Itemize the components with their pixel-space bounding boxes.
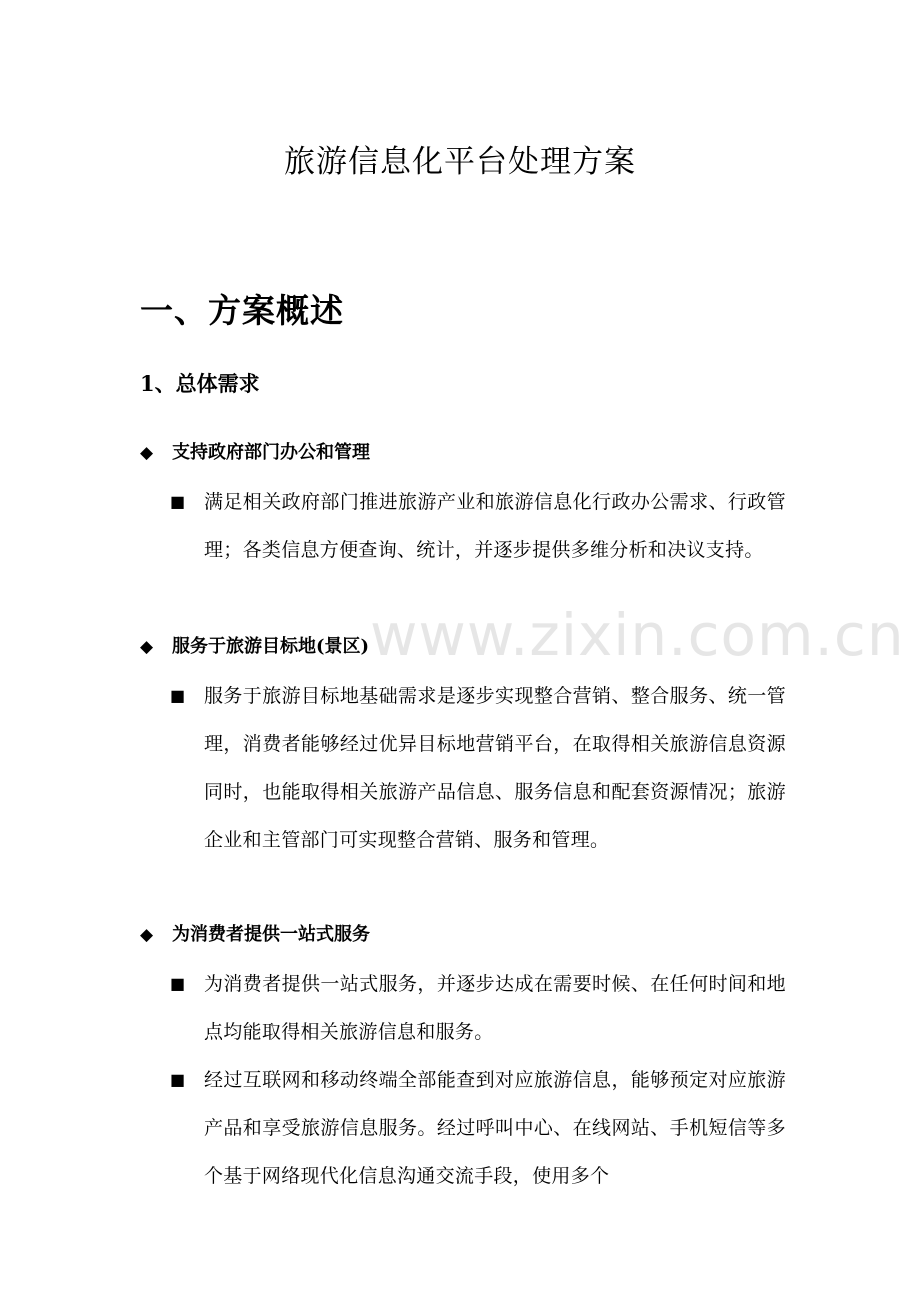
list-item bbox=[170, 478, 786, 574]
watermark: www.zixin.com.cn bbox=[370, 601, 905, 669]
square-bullet-icon: ■ bbox=[170, 1070, 186, 1089]
list-item-text: 服务于旅游目标地基础需求是逐步实现整合营销、整合服务、统一管理，消费者能够经过优异目标地营销平台，在取得相关旅游信息资源同时，也能取得相关旅游产品信息、服务信息和配套资源情况；旅游企业和主管部门可实现整合营销、服务和管理。 bbox=[204, 685, 786, 851]
list-item-heading bbox=[140, 632, 800, 662]
list-item-heading bbox=[140, 920, 800, 950]
list-item-heading-text: 支持政府部门办公和管理 bbox=[172, 442, 370, 463]
list-item-heading bbox=[140, 438, 800, 468]
square-bullet-icon: ■ bbox=[170, 974, 186, 993]
list-item-text: 满足相关政府部门推进旅游产业和旅游信息化行政办公需求、行政管理；各类信息方便查询、统计，并逐步提供多维分析和决议支持。 bbox=[204, 491, 786, 561]
document-title: 旅游信息化平台处理方案 bbox=[284, 144, 636, 180]
diamond-bullet-icon: ◆ bbox=[140, 443, 154, 463]
diamond-bullet-icon: ◆ bbox=[140, 637, 154, 657]
square-bullet-icon: ■ bbox=[170, 686, 186, 705]
list-item bbox=[170, 672, 786, 864]
diamond-bullet-icon: ◆ bbox=[140, 925, 154, 945]
list-item bbox=[170, 1056, 786, 1200]
subsection-heading: 1、总体需求 bbox=[140, 371, 260, 396]
square-bullet-icon: ■ bbox=[170, 492, 186, 511]
list-item-heading-text: 服务于旅游目标地(景区) bbox=[172, 636, 370, 657]
list-item-heading-text: 为消费者提供一站式服务 bbox=[172, 924, 370, 945]
list-item-text: 经过互联网和移动终端全部能查到对应旅游信息，能够预定对应旅游产品和享受旅游信息服务。经过呼叫中心、在线网站、手机短信等多个基于网络现代化信息沟通交流手段，使用多个 bbox=[204, 1069, 786, 1187]
list-item-text: 为消费者提供一站式服务，并逐步达成在需要时候、在任何时间和地点均能取得相关旅游信息和服务。 bbox=[204, 973, 786, 1043]
section-heading: 一、方案概述 bbox=[140, 291, 344, 330]
list-item bbox=[170, 960, 786, 1056]
